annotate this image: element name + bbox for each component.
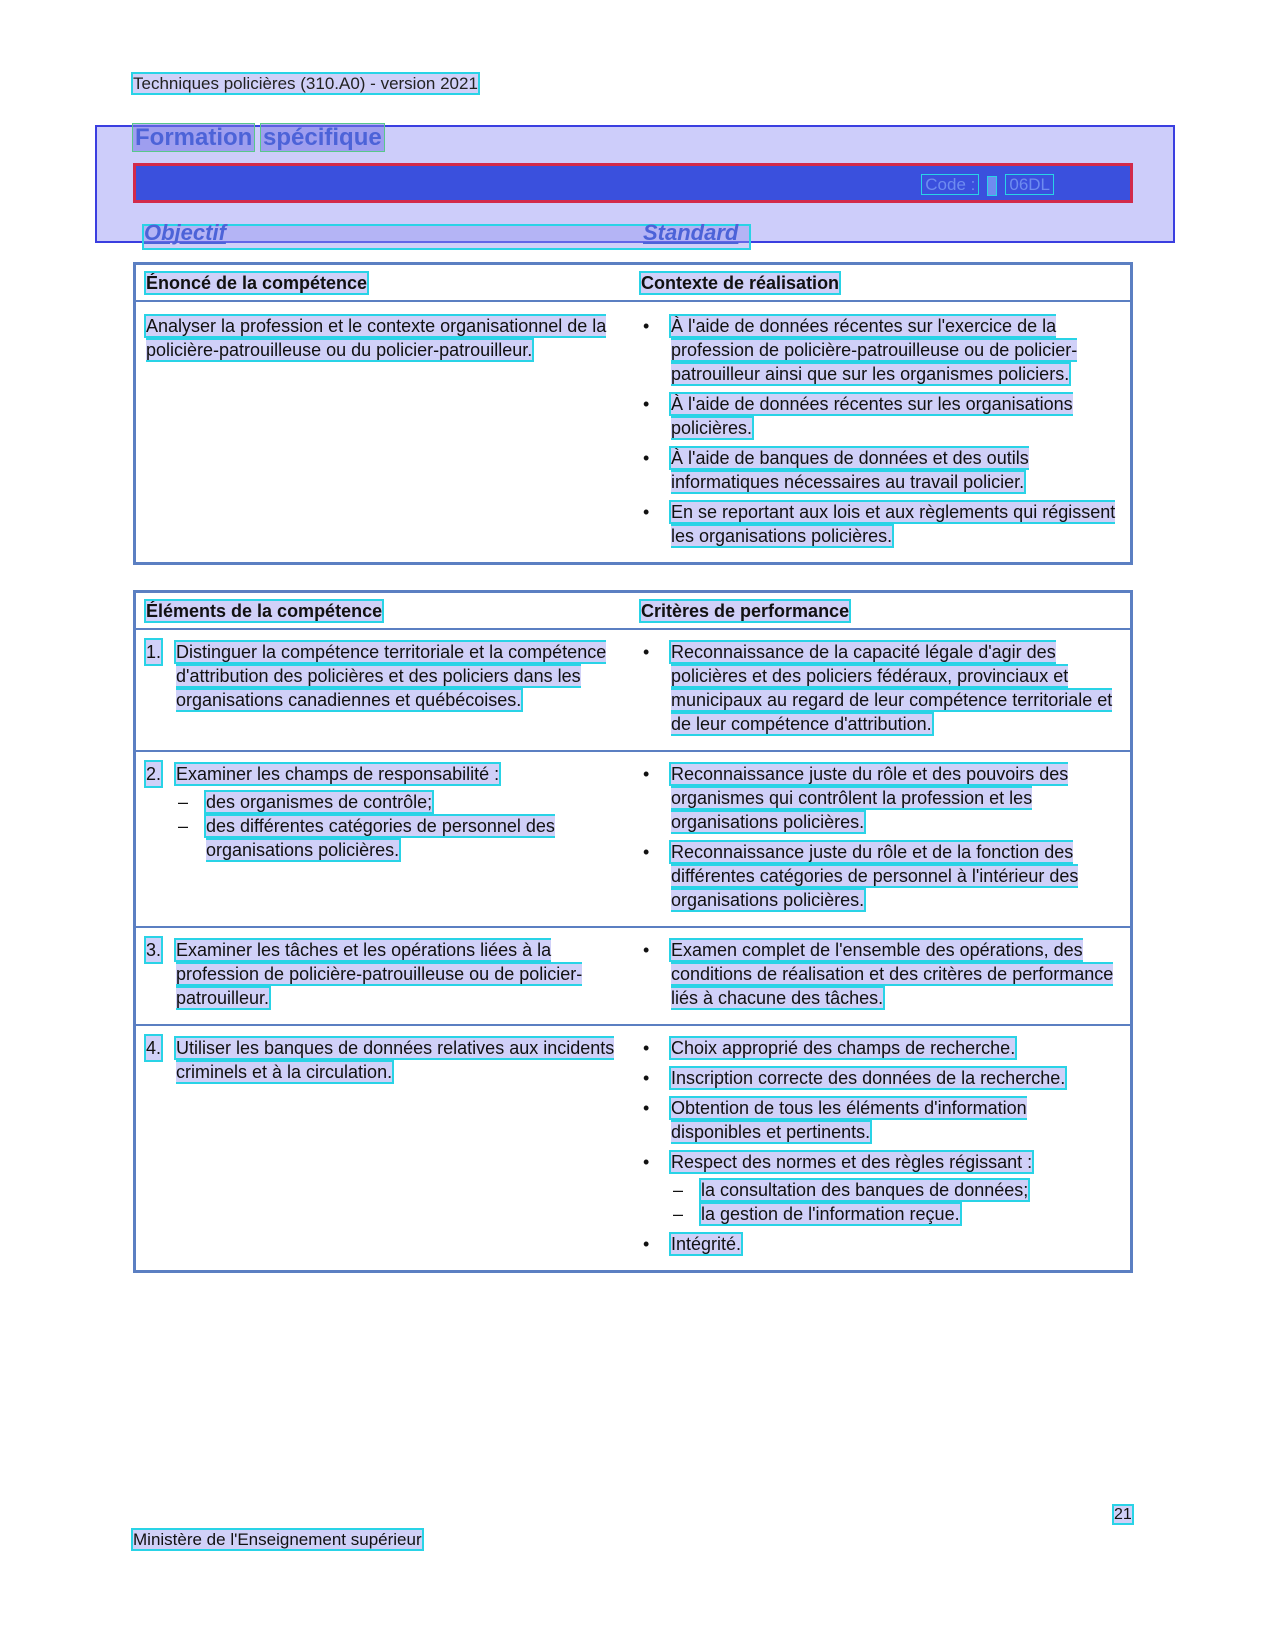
criteria-list <box>641 762 1120 912</box>
criterion-sub-item: – la gestion de l'information reçue. <box>671 1202 1120 1226</box>
criteria-cell <box>633 634 1130 750</box>
element-item <box>146 1036 623 1084</box>
criteria-cell <box>633 756 1130 926</box>
statement-header: Énoncé de la compétence <box>146 273 368 293</box>
element-item <box>146 938 623 1010</box>
competency-elements-table <box>133 590 1133 1273</box>
element-item <box>146 640 623 712</box>
element-number: 4. <box>146 1038 162 1058</box>
element-sub-item: – des différentes catégories de personnel des organisations policières. <box>176 814 623 862</box>
criterion-item: • Intégrité. <box>641 1232 1120 1256</box>
criterion-item: • Inscription correcte des données de la recherche. <box>641 1066 1120 1090</box>
criteria-cell <box>633 932 1130 1024</box>
competency-statement-table <box>133 262 1133 565</box>
page-number: 21 <box>1114 1506 1132 1523</box>
element-sub-item: – des organismes de contrôle; <box>176 790 623 814</box>
criterion-item: • Choix approprié des champs de recherche. <box>641 1036 1120 1060</box>
table-row <box>136 302 1130 562</box>
element-text: 4. Utiliser les banques de données relatives aux incidents criminels et à la circulation. <box>146 1038 615 1082</box>
criteria-cell <box>633 1030 1130 1270</box>
context-item: • À l'aide de données récentes sur l'exercice de la profession de policière-patrouilleuse ou de policier-patrouilleur ainsi que sur les organismes policiers. <box>641 314 1120 386</box>
criteria-header: Critères de performance <box>641 601 850 621</box>
code-label: Code : 06DL <box>922 175 1053 195</box>
element-text: 1. Distinguer la compétence territoriale et la compétence d'attribution des policières et des policiers dans les organisations canadiennes et québécoises. <box>146 642 607 710</box>
running-footer: Ministère de l'Enseignement supérieur <box>133 1530 422 1549</box>
section-title: Formation spécifique <box>135 124 382 151</box>
criterion-item: • Respect des normes et des règles régissant : – la consultation des banques de données; – la gestion de l'information reçue. <box>641 1150 1120 1226</box>
table-row <box>136 752 1130 928</box>
element-cell <box>136 1030 633 1270</box>
running-header: Techniques policières (310.A0) - version 2021 <box>133 74 478 93</box>
element-cell <box>136 756 633 926</box>
objective-label: Objectif <box>144 220 226 245</box>
criteria-list <box>641 938 1120 1010</box>
criterion-item: • Examen complet de l'ensemble des opérations, des conditions de réalisation et des critères de performance liés à chacune des tâches. <box>641 938 1120 1010</box>
table-header-row <box>136 593 1130 630</box>
element-number: 1. <box>146 642 162 662</box>
criterion-sub-list <box>671 1178 1120 1226</box>
element-sub-list <box>176 790 623 862</box>
table-row <box>136 630 1130 752</box>
elements-header: Éléments de la compétence <box>146 601 383 621</box>
code-bar <box>133 163 1133 203</box>
element-number: 2. <box>146 764 162 784</box>
standard-label: Standard <box>643 220 739 245</box>
element-text: 2. Examiner les champs de responsabilité : – des organismes de contrôle; – des différentes catégories de personnel des organisations policières. <box>146 762 623 862</box>
criterion-item: • Reconnaissance de la capacité légale d'agir des policières et des policiers fédéraux, provinciaux et municipaux au regard de leur compétence territoriale et de leur compétence d'attribution. <box>641 640 1120 736</box>
criterion-item: • Reconnaissance juste du rôle et de la fonction des différentes catégories de personnel à l'intérieur des organisations policières. <box>641 840 1120 912</box>
table-header-row <box>136 265 1130 302</box>
table-row <box>136 1026 1130 1270</box>
context-item: • À l'aide de données récentes sur les organisations policières. <box>641 392 1120 440</box>
code-value: 06DL <box>1006 175 1053 194</box>
context-header: Contexte de réalisation <box>641 273 840 293</box>
table-row <box>136 928 1130 1026</box>
criterion-sub-item: – la consultation des banques de données; <box>671 1178 1120 1202</box>
context-item: • À l'aide de banques de données et des outils informatiques nécessaires au travail policier. <box>641 446 1120 494</box>
competency-statement: Analyser la profession et le contexte organisationnel de la policière-patrouilleuse ou du policier-patrouilleur. <box>146 316 607 360</box>
context-list <box>641 314 1120 548</box>
element-number: 3. <box>146 940 162 960</box>
criterion-item: • Obtention de tous les éléments d'information disponibles et pertinents. <box>641 1096 1120 1144</box>
context-item: • En se reportant aux lois et aux règlements qui régissent les organisations policières. <box>641 500 1120 548</box>
element-cell <box>136 634 633 750</box>
element-rows <box>136 630 1130 1270</box>
element-text: 3. Examiner les tâches et les opérations liées à la profession de policière-patrouilleuse ou de policier-patrouilleur. <box>146 940 583 1008</box>
context-cell <box>633 308 1130 562</box>
criteria-list <box>641 1036 1120 1256</box>
criteria-list <box>641 640 1120 736</box>
criterion-item: • Reconnaissance juste du rôle et des pouvoirs des organismes qui contrôlent la profession et les organisations policières. <box>641 762 1120 834</box>
element-cell <box>136 932 633 1024</box>
element-item <box>146 762 623 862</box>
